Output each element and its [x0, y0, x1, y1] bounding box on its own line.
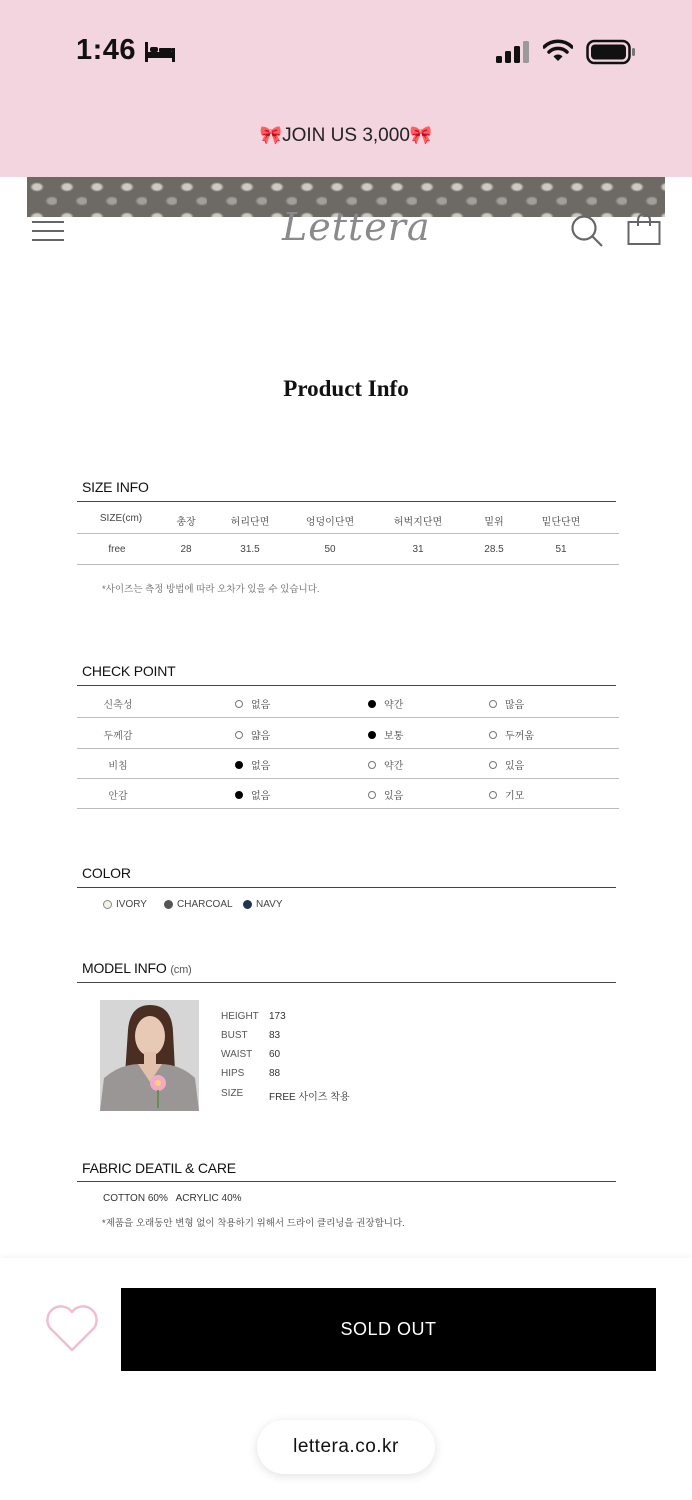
size-value: 31	[412, 544, 424, 555]
radio-filled-icon	[235, 761, 243, 769]
check-option-selected: 없음	[235, 757, 270, 772]
size-header: SIZE(cm)	[99, 513, 143, 524]
radio-empty-icon	[489, 700, 497, 708]
radio-empty-icon	[489, 761, 497, 769]
sold-out-button[interactable]: SOLD OUT	[121, 1288, 656, 1371]
check-option: 없음	[235, 696, 270, 711]
search-icon[interactable]	[570, 214, 604, 248]
size-value: 31.5	[240, 544, 260, 555]
check-option: 있음	[489, 757, 524, 772]
site-logo[interactable]: Lettera	[282, 205, 431, 249]
size-header: 허벅지단면	[393, 517, 443, 528]
fabric-care-note: *제품을 오래동안 변형 없이 착용하기 위해서 드라이 클리닝을 권장합니다.	[102, 1218, 405, 1229]
check-option: 있음	[368, 787, 403, 802]
radio-empty-icon	[368, 761, 376, 769]
check-label: 비침	[108, 761, 128, 772]
bow-icon: 🎀	[259, 125, 283, 145]
check-label: 안감	[108, 791, 128, 802]
check-option-selected: 보통	[368, 727, 403, 742]
shopping-bag-icon[interactable]	[627, 214, 661, 246]
divider	[77, 717, 619, 718]
color-title: COLOR	[82, 865, 131, 881]
color-option-charcoal: CHARCOAL	[164, 899, 233, 910]
check-option-selected: 없음	[235, 787, 270, 802]
divider	[77, 887, 616, 888]
bed-icon	[144, 40, 176, 64]
model-photo	[100, 1000, 199, 1111]
size-note: *사이즈는 측정 방법에 따라 오차가 있을 수 있습니다.	[102, 584, 320, 595]
model-row: BUST 83	[221, 1030, 281, 1041]
size-header: 허리단면	[230, 517, 270, 528]
radio-filled-icon	[368, 731, 376, 739]
hamburger-menu-icon[interactable]	[32, 218, 64, 244]
divider	[77, 748, 619, 749]
top-banner	[0, 0, 692, 177]
check-label: 두께감	[103, 731, 133, 742]
size-header: 엉덩이단면	[305, 517, 355, 528]
model-row: SIZE FREE 사이즈 착용	[221, 1088, 350, 1103]
check-label: 신축성	[103, 700, 133, 711]
radio-empty-icon	[235, 731, 243, 739]
promo-banner[interactable]	[0, 125, 692, 147]
size-info-title: SIZE INFO	[82, 479, 149, 495]
model-info-title: MODEL INFO (cm)	[82, 960, 192, 976]
size-value: free	[108, 544, 126, 555]
divider	[77, 564, 619, 565]
promo-text: JOIN US 3,000	[282, 125, 410, 146]
color-swatch	[243, 900, 252, 909]
battery-icon	[586, 39, 636, 65]
radio-empty-icon	[489, 731, 497, 739]
radio-empty-icon	[368, 791, 376, 799]
size-value: 28	[180, 544, 192, 555]
page-title: Product Info	[283, 376, 409, 401]
size-header: 총장	[176, 517, 196, 528]
heart-icon[interactable]	[44, 1302, 100, 1354]
radio-empty-icon	[489, 791, 497, 799]
color-swatch	[103, 900, 112, 909]
fabric-composition: COTTON 60% ACRYLIC 40%	[103, 1193, 242, 1204]
color-swatch	[164, 900, 173, 909]
divider	[77, 982, 616, 983]
check-option: 많음	[489, 696, 524, 711]
divider	[77, 501, 616, 502]
url-bar[interactable]: lettera.co.kr	[257, 1420, 435, 1474]
model-row: HEIGHT 173	[221, 1011, 286, 1022]
divider	[77, 1181, 616, 1182]
radio-filled-icon	[368, 700, 376, 708]
signal-icon	[496, 40, 532, 64]
size-value: 28.5	[484, 544, 504, 555]
check-option: 두꺼움	[489, 727, 534, 742]
size-header: 밑위	[484, 517, 504, 528]
color-option-navy: NAVY	[243, 899, 283, 910]
check-option: 기모	[489, 787, 524, 802]
divider	[77, 778, 619, 779]
status-time: 1:46	[76, 34, 137, 66]
divider	[77, 685, 616, 686]
divider	[77, 808, 619, 809]
check-option: 약간	[368, 757, 403, 772]
fabric-title: FABRIC DEATIL & CARE	[82, 1160, 236, 1176]
divider	[77, 533, 619, 534]
size-header: 밑단단면	[541, 517, 581, 528]
color-option-ivory: IVORY	[103, 899, 147, 910]
radio-filled-icon	[235, 791, 243, 799]
check-option: 얇음	[235, 727, 270, 742]
model-row: HIPS 88	[221, 1068, 281, 1079]
check-point-title: CHECK POINT	[82, 663, 176, 679]
radio-empty-icon	[235, 700, 243, 708]
size-value: 50	[324, 544, 336, 555]
bow-icon: 🎀	[409, 125, 433, 145]
check-option-selected: 약간	[368, 696, 403, 711]
wifi-icon	[543, 39, 573, 63]
model-row: WAIST 60	[221, 1049, 281, 1060]
size-value: 51	[555, 544, 567, 555]
